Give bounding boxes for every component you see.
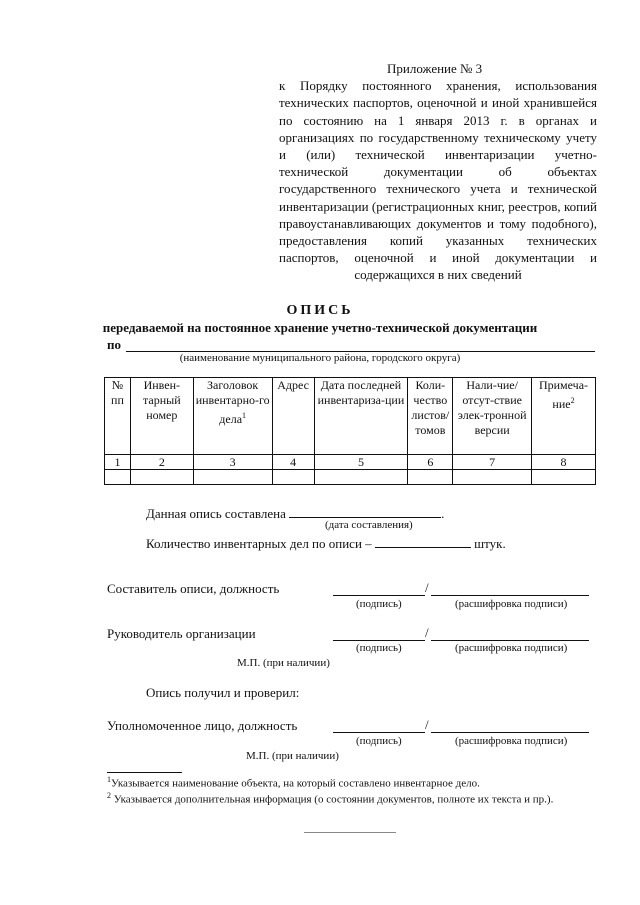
compiled-date-caption: (дата составления) (325, 519, 413, 531)
slash-separator: / (425, 625, 429, 640)
count-field[interactable] (375, 535, 471, 548)
authorized-signature-field[interactable] (333, 731, 425, 733)
po-row (107, 337, 595, 353)
col-header-electronic-version: Нали-чие/отсут-ствие элек-тронной версии (453, 378, 532, 455)
col-header-last-inventory-date: Дата последней инвентариза-ции (314, 378, 408, 455)
col-number: 2 (130, 455, 193, 470)
document-subtitle: передаваемой на постоянное хранение учетно-технической документации (102, 320, 538, 335)
footnote-2: $^2$ Указывается дополнительная информация (о состоянии документов, полноте их текста и пр.). (107, 791, 554, 806)
table-cell[interactable] (532, 470, 596, 485)
table-cell[interactable] (272, 470, 314, 485)
document-title: ОПИСЬ (286, 303, 354, 318)
compiled-date-field[interactable] (289, 505, 441, 518)
col-number: 1 (105, 455, 131, 470)
sign-caption: (подпись) (356, 642, 402, 654)
table-row (105, 470, 596, 485)
authorized-decode-field[interactable] (431, 731, 589, 733)
col-header-sheets-volumes: Коли-чество листов/ томов (408, 378, 453, 455)
inventory-table (104, 377, 596, 485)
footnote-ref-2: 2 (570, 396, 575, 405)
col-number: 6 (408, 455, 453, 470)
col-number: 7 (453, 455, 532, 470)
table-cell[interactable] (105, 470, 131, 485)
footnote-ref-1: 1 (242, 411, 247, 420)
annex-block (279, 60, 597, 284)
head-label: Руководитель организации (107, 626, 256, 641)
slash-separator: / (425, 580, 429, 595)
po-caption: (наименование муниципального района, городского округа) (179, 352, 461, 364)
col-header-address: Адрес (272, 378, 314, 455)
compiled-label: Данная опись составлена (146, 506, 286, 521)
count-unit: штук. (474, 536, 506, 551)
sign-caption: (подпись) (356, 598, 402, 610)
page-end-divider (304, 832, 396, 833)
slash-separator: / (425, 717, 429, 732)
compiler-signature-field[interactable] (333, 594, 425, 596)
col-header-case-title: Заголовок инвентарно-го дела$^1$ (193, 378, 272, 455)
table-cell[interactable] (193, 470, 272, 485)
head-signature-field[interactable] (333, 639, 425, 641)
count-label: Количество инвентарных дел по описи – (146, 536, 372, 551)
col-header-inventory-number: Инвен-тарный номер (130, 378, 193, 455)
table-number-row (105, 455, 596, 470)
stamp-note: М.П. (при наличии) (237, 657, 330, 669)
col-number: 5 (314, 455, 408, 470)
annex-text: к Порядку постоянного хранения, использования технических паспортов, оценочной и иной хранившейся по состоянию на 1 января 2013 г. в органах и организациях по государственному техническому учету и (или) технической инвентаризации учетно-технической документации об объектах государственного технического учета и технической инвентаризации (регистрационных книг, реестров, копий правоустанавливающих документов и тому подобного), предоставления копий указанных технических паспортов, оценочной и иной документации и содержащихся в них сведений (279, 78, 597, 283)
footnote-1: $^1$Указывается наименование объекта, на который составлено инвентарное дело. (107, 775, 480, 790)
count-line (146, 535, 506, 552)
col-header-number: № пп (105, 378, 131, 455)
decode-caption: (расшифровка подписи) (455, 735, 568, 747)
received-label: Опись получил и проверил: (146, 685, 300, 700)
col-number: 4 (272, 455, 314, 470)
decode-caption: (расшифровка подписи) (455, 642, 568, 654)
table-cell[interactable] (130, 470, 193, 485)
sign-caption: (подпись) (356, 735, 402, 747)
authorized-label: Уполномоченное лицо, должность (107, 718, 298, 733)
decode-caption: (расшифровка подписи) (455, 598, 568, 610)
table-cell[interactable] (314, 470, 408, 485)
compiler-label: Составитель описи, должность (107, 581, 280, 596)
table-header-row (105, 378, 596, 455)
table-cell[interactable] (408, 470, 453, 485)
stamp-note: М.П. (при наличии) (246, 750, 339, 762)
head-decode-field[interactable] (431, 639, 589, 641)
col-header-note: Примеча-ние$^2$ (532, 378, 596, 455)
annex-heading: Приложение № 3 (387, 61, 483, 76)
po-label: по (107, 337, 121, 352)
footnote-divider (107, 772, 182, 773)
col-number: 3 (193, 455, 272, 470)
table-cell[interactable] (453, 470, 532, 485)
compiler-decode-field[interactable] (431, 594, 589, 596)
compiled-line: Данная опись составлена . (146, 506, 445, 521)
col-number: 8 (532, 455, 596, 470)
